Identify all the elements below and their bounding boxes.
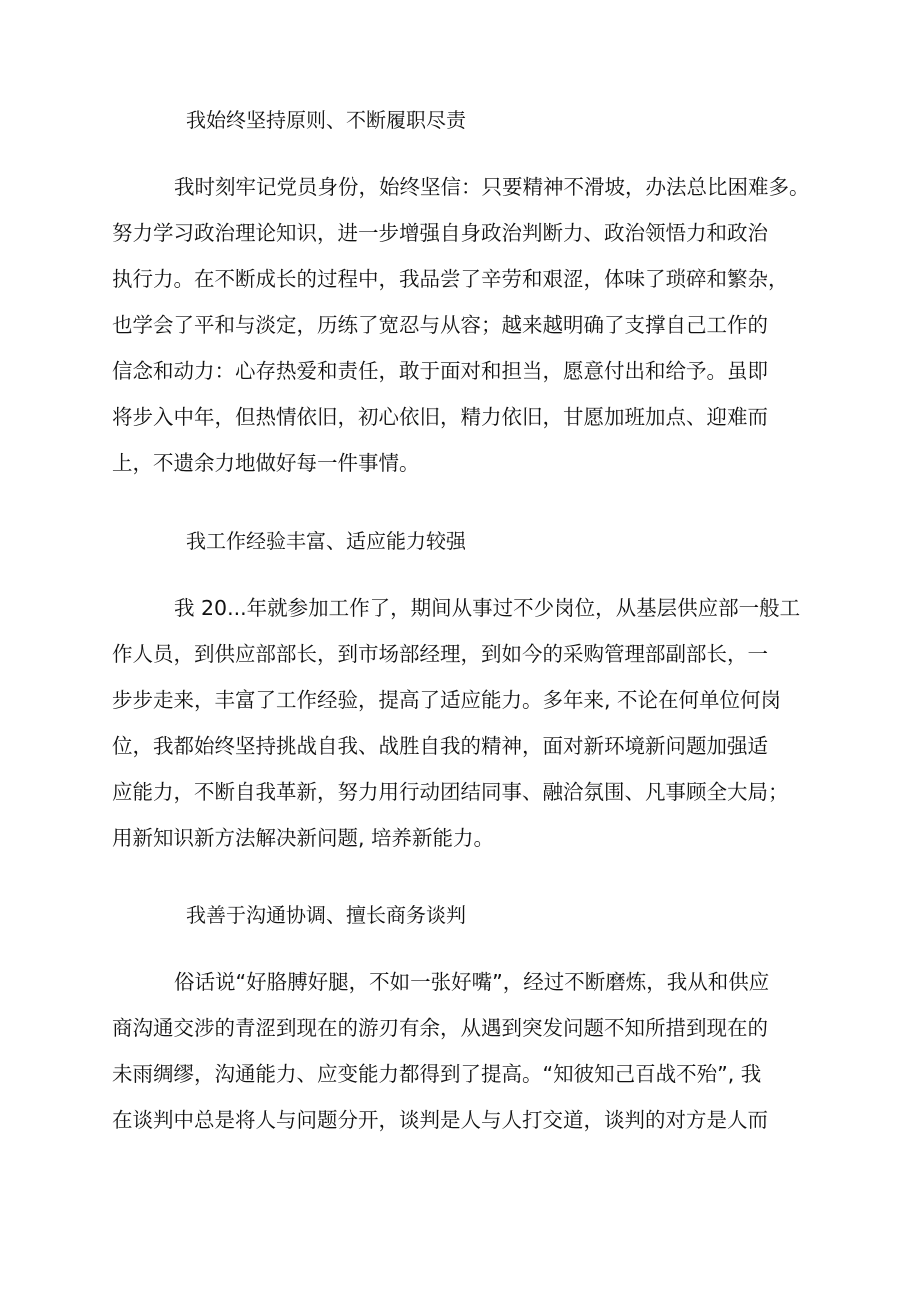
paragraph-line: 信念和动力：心存热爱和责任，敢于面对和担当，愿意付出和给予。虽即 bbox=[112, 359, 768, 383]
section-heading: 我工作经验丰富、适应能力较强 bbox=[186, 529, 466, 553]
paragraph-line: 商沟通交涉的青涩到现在的游刃有余，从遇到突发问题不知所措到现在的 bbox=[112, 1016, 768, 1040]
paragraph-line: 用新知识新方法解决新问题, 培养新能力。 bbox=[112, 826, 495, 850]
paragraph-line: 在谈判中总是将人与问题分开，谈判是人与人打交道，谈判的对方是人而 bbox=[112, 1108, 768, 1132]
paragraph-line: 俗话说“好胳膊好腿，不如一张好嘴”，经过不断磨炼，我从和供应 bbox=[174, 970, 770, 994]
paragraph-line: 上，不遗余力地做好每一件事情。 bbox=[112, 451, 420, 475]
paragraph-line: 未雨绸缪，沟通能力、应变能力都得到了提高。“知彼知己百战不殆”, 我 bbox=[112, 1062, 762, 1086]
paragraph-line: 位，我都始终坚持挑战自我、战胜自我的精神，面对新环境新问题加强适 bbox=[112, 734, 768, 758]
paragraph-line: 执行力。在不断成长的过程中，我品尝了辛劳和艰涩，体味了琐碎和繁杂， bbox=[112, 267, 789, 291]
paragraph-line: 步步走来，丰富了工作经验，提高了适应能力。多年来, 不论在何单位何岗 bbox=[112, 688, 782, 712]
paragraph-line: 也学会了平和与淡定，历练了宽忍与从容；越来越明确了支撑自己工作的 bbox=[112, 313, 768, 337]
paragraph-line: 作人员，到供应部部长，到市场部经理，到如今的采购管理部副部长，一 bbox=[112, 642, 768, 666]
paragraph-line: 努力学习政治理论知识，进一步增强自身政治判断力、政治领悟力和政治 bbox=[112, 221, 768, 245]
paragraph-line: 我时刻牢记党员身份，始终坚信：只要精神不滑坡，办法总比困难多。 bbox=[174, 175, 810, 199]
paragraph-line: 应能力，不断自我革新，努力用行动团结同事、融洽氛围、凡事顾全大局； bbox=[112, 780, 789, 804]
paragraph-line: 我 20...年就参加工作了，期间从事过不少岗位，从基层供应部一般工 bbox=[174, 596, 801, 620]
paragraph-line: 将步入中年，但热情依旧，初心依旧，精力依旧，甘愿加班加点、迎难而 bbox=[112, 405, 768, 429]
section-heading: 我善于沟通协调、擅长商务谈判 bbox=[186, 903, 466, 927]
section-heading: 我始终坚持原则、不断履职尽责 bbox=[186, 108, 466, 132]
